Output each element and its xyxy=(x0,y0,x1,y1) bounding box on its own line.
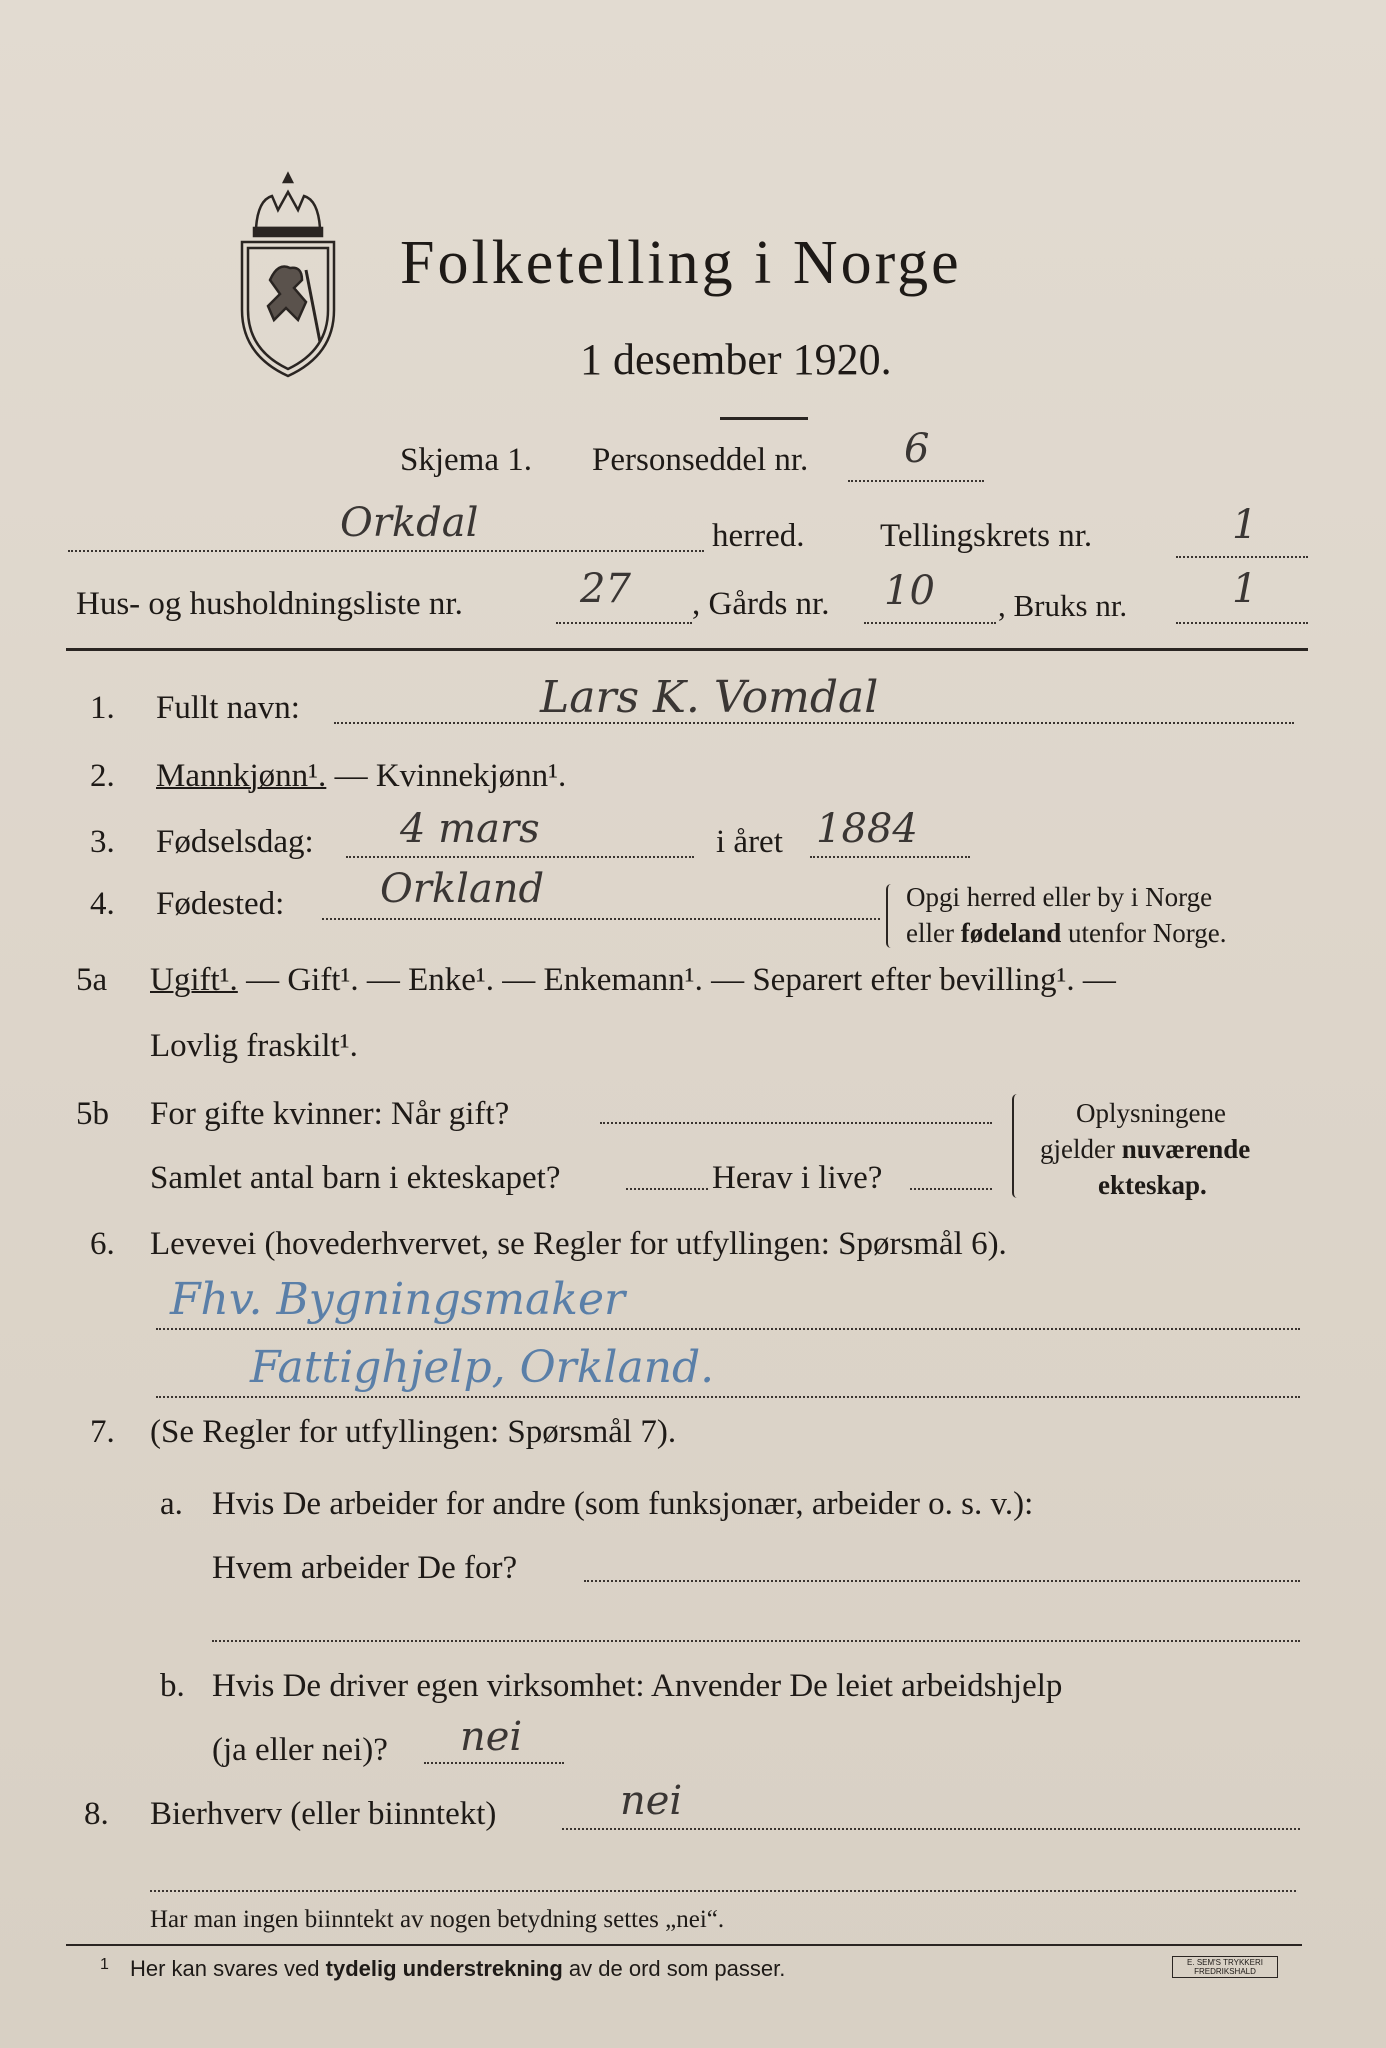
bruks-value: 1 xyxy=(1232,566,1258,612)
herred-label: herred. xyxy=(712,518,805,554)
tellingskrets-line xyxy=(1176,556,1308,558)
q4-line xyxy=(322,918,880,920)
coat-of-arms-icon xyxy=(228,170,348,380)
q5a-rest: — Gift¹. — Enke¹. — Enkemann¹. — Separert efter bevilling¹. — xyxy=(237,962,1116,998)
q5b-brace xyxy=(1012,1094,1022,1198)
q2-number: 2. xyxy=(90,758,115,794)
q6-line2 xyxy=(156,1396,1300,1398)
q5b-note1: Oplysningene xyxy=(1076,1098,1226,1128)
footnote-text xyxy=(130,1956,785,1982)
q5b-alive-line xyxy=(910,1188,992,1190)
q7a-question: Hvem arbeider De for? xyxy=(212,1550,518,1586)
q8-line2 xyxy=(150,1890,1296,1892)
footnote-mark: 1 xyxy=(100,1956,109,1973)
q2-female: Kvinnekjønn¹. xyxy=(375,758,567,794)
q3-number: 3. xyxy=(90,824,115,860)
bruks-line xyxy=(1176,622,1308,624)
q5b-note2a: gjelder xyxy=(1040,1134,1122,1164)
q3-label: Fødselsdag: xyxy=(156,824,314,860)
q7b-text: Hvis De driver egen virksomhet: Anvender De leiet arbeidshjelp xyxy=(212,1668,1063,1704)
q7-number: 7. xyxy=(90,1414,115,1450)
q4-note2b: fødeland xyxy=(960,918,1062,948)
q3-value: 4 mars xyxy=(400,806,540,852)
q8-value: nei xyxy=(620,1778,683,1824)
q5b-note2 xyxy=(1040,1134,1250,1165)
footnote-text2: tydelig understrekning xyxy=(325,1956,563,1981)
q7a-letter: a. xyxy=(160,1486,183,1522)
q3-year-label: i året xyxy=(716,824,783,860)
personseddel-line xyxy=(848,480,984,482)
q5b-children-line xyxy=(626,1188,708,1190)
q8-label: Bierhverv (eller biinntekt) xyxy=(150,1796,497,1832)
personseddel-label: Personseddel nr. xyxy=(592,442,809,478)
printer-stamp-line2: FREDRIKSHALD xyxy=(1194,1967,1256,1976)
personseddel-value: 6 xyxy=(904,426,930,472)
gards-value: 10 xyxy=(884,568,935,614)
q4-note1: Opgi herred eller by i Norge xyxy=(906,882,1213,912)
title-divider xyxy=(720,417,808,420)
q2-options xyxy=(156,758,566,795)
q5b-number: 5b xyxy=(76,1096,109,1132)
q7b-question: (ja eller nei)? xyxy=(212,1732,388,1768)
tellingskrets-label: Tellingskrets nr. xyxy=(880,518,1093,554)
footnote-text1: Her kan svares ved xyxy=(130,1956,326,1981)
hus-line xyxy=(556,622,692,624)
q8-number: 8. xyxy=(84,1796,109,1832)
q5b-label3: Herav i live? xyxy=(712,1160,883,1196)
q4-note2c: utenfor Norge. xyxy=(1061,918,1227,948)
herred-value: Orkdal xyxy=(340,500,479,546)
q7b-letter: b. xyxy=(160,1668,185,1704)
printer-stamp-line1: E. SEM'S TRYKKERI xyxy=(1187,1958,1263,1967)
gards-label: , Gårds nr. xyxy=(692,586,830,622)
skjema-label: Skjema 1. xyxy=(400,442,532,478)
q5a-options xyxy=(150,962,1116,999)
q1-label: Fullt navn: xyxy=(156,690,300,726)
q3-year-line xyxy=(810,856,970,858)
q6-label: Levevei (hovederhvervet, se Regler for utfyllingen: Spørsmål 6). xyxy=(150,1226,1007,1262)
q4-label: Fødested: xyxy=(156,886,285,922)
hus-label: Hus- og husholdningsliste nr. xyxy=(76,586,463,622)
q2-male: Mannkjønn¹. xyxy=(156,758,327,794)
q1-value: Lars K. Vomdal xyxy=(540,672,879,723)
q4-note2 xyxy=(906,918,1226,949)
q6-line1 xyxy=(156,1328,1300,1330)
hus-value: 27 xyxy=(580,566,631,612)
q8-note: Har man ingen biinntekt av nogen betydning settes „nei“. xyxy=(150,1906,725,1933)
q4-brace xyxy=(886,884,896,948)
q7b-line xyxy=(424,1762,564,1764)
q7-label: (Se Regler for utfyllingen: Spørsmål 7). xyxy=(150,1414,677,1450)
q2-sep: — xyxy=(326,758,376,794)
q7b-value: nei xyxy=(460,1714,523,1760)
q5b-married-line xyxy=(600,1122,992,1124)
footnote-text3: av de ord som passer. xyxy=(562,1956,786,1981)
q4-note2a: eller xyxy=(906,918,961,948)
header-rule xyxy=(66,648,1308,651)
q6-value2: Fattighjelp, Orkland. xyxy=(250,1342,715,1393)
q5b-label1: For gifte kvinner: Når gift? xyxy=(150,1096,510,1132)
q6-number: 6. xyxy=(90,1226,115,1262)
q1-number: 1. xyxy=(90,690,115,726)
bruks-label: , Bruks nr. xyxy=(998,588,1128,623)
q5b-note3: ekteskap. xyxy=(1098,1170,1207,1200)
q7a-line1 xyxy=(584,1580,1300,1582)
q5b-label2: Samlet antal barn i ekteskapet? xyxy=(150,1160,561,1196)
footer-rule xyxy=(66,1944,1302,1946)
q7a-text: Hvis De arbeider for andre (som funksjonær, arbeider o. s. v.): xyxy=(212,1486,1034,1522)
q4-value: Orkland xyxy=(380,866,545,912)
q7a-line2 xyxy=(212,1640,1300,1642)
q5a-ugift: Ugift¹. xyxy=(150,962,238,998)
tellingskrets-value: 1 xyxy=(1232,502,1258,548)
census-date: 1 desember 1920. xyxy=(580,335,892,384)
q5b-note2b: nuværende xyxy=(1121,1134,1251,1164)
gards-line xyxy=(864,622,996,624)
q4-number: 4. xyxy=(90,886,115,922)
q6-value1: Fhv. Bygningsmaker xyxy=(170,1274,626,1325)
q3-year-value: 1884 xyxy=(816,806,918,852)
form-title: Folketelling i Norge xyxy=(400,229,962,297)
herred-line xyxy=(68,550,704,552)
q8-line1 xyxy=(562,1828,1300,1830)
q5a-line2: Lovlig fraskilt¹. xyxy=(150,1028,358,1064)
q5a-number: 5a xyxy=(76,962,108,998)
q3-line xyxy=(346,856,694,858)
printer-stamp xyxy=(1172,1956,1278,1978)
